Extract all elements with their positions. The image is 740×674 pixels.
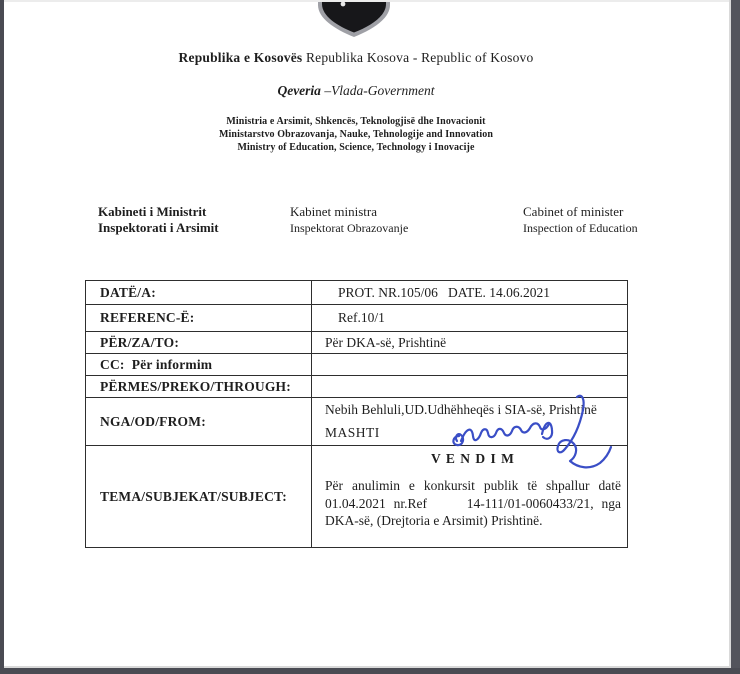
from-person: Nebih Behluli,UD.Udhëhheqës i SIA-së, Prishtinë [325,402,597,417]
to-value: Për DKA-së, Prishtinë [325,334,447,350]
department-serbian [290,204,460,236]
table-row-to [86,332,627,354]
ministry-name-serbian: Ministarstvo Obrazovanja, Nauke, Tehnologije and Innovation [219,129,493,140]
table-row-date [86,281,627,305]
table-row-reference [86,305,627,332]
inspectorate-label-albanian: Inspektorati i Arsimit [98,220,219,235]
republic-title-albanian: Republika e Kosovës [178,50,303,65]
decision-heading: V E N D I M [431,451,515,466]
department-english [523,204,683,236]
ministry-name-english: Ministry of Education, Science, Technology i Inovacije [237,142,475,153]
table-row-through [86,376,627,398]
republic-title-rest: Republika Kosova - Republic of Kosovo [302,50,534,65]
department-albanian [98,204,268,236]
inspectorate-label-serbian: Inspektorat Obrazovanje [290,221,409,235]
date-label: DATË/A: [86,281,312,304]
cabinet-label-english: Cabinet of minister [523,204,624,219]
table-row-from [86,398,627,446]
cabinet-label-albanian: Kabineti i Ministrit [98,204,207,219]
date-value: PROT. NR.105/06 DATE. 14.06.2021 [338,284,551,300]
memo-table [85,280,628,548]
viewer-bottom-edge [0,668,740,674]
reference-label: REFERENC-Ë: [86,305,312,331]
through-value [312,376,627,397]
republic-title [0,50,712,66]
ministry-name-block [0,115,712,154]
shield-icon [314,0,394,38]
from-value [312,398,627,445]
cc-value [312,354,627,375]
cc-label: CC: Për informim [86,354,312,375]
decision-subject-text: Për anulimin e konkursit publik të shpallur datë 01.04.2021 nr.Ref 14-111/01-0060433/21, nga DKA-së, (Drejtoria e Arsimit) Prishtinë. [325,478,621,528]
government-rest: –Vlada-Government [320,83,435,98]
from-label: NGA/OD/FROM: [86,398,312,445]
from-institution: MASHTI [325,425,380,440]
to-label: PËR/ZA/TO: [86,332,312,353]
kosovo-shield-emblem [314,0,394,38]
subject-value [312,446,627,547]
viewer-left-edge [0,0,4,674]
through-label: PËRMES/PREKO/THROUGH: [86,376,312,397]
viewer-right-edge [731,0,740,674]
reference-value: Ref.10/1 [338,310,385,325]
table-row-cc [86,354,627,376]
cabinet-label-serbian: Kabinet ministra [290,204,378,219]
table-row-subject [86,446,627,547]
government-line [0,83,712,99]
scan-top-edge [0,0,740,2]
ministry-name-albanian: Ministria e Arsimit, Shkencës, Teknologjisë dhe Inovacionit [226,116,486,127]
government-albanian: Qeveria [277,83,321,98]
inspectorate-label-english: Inspection of Education [523,221,638,235]
subject-label: TEMA/SUBJEKAT/SUBJECT: [86,446,312,547]
